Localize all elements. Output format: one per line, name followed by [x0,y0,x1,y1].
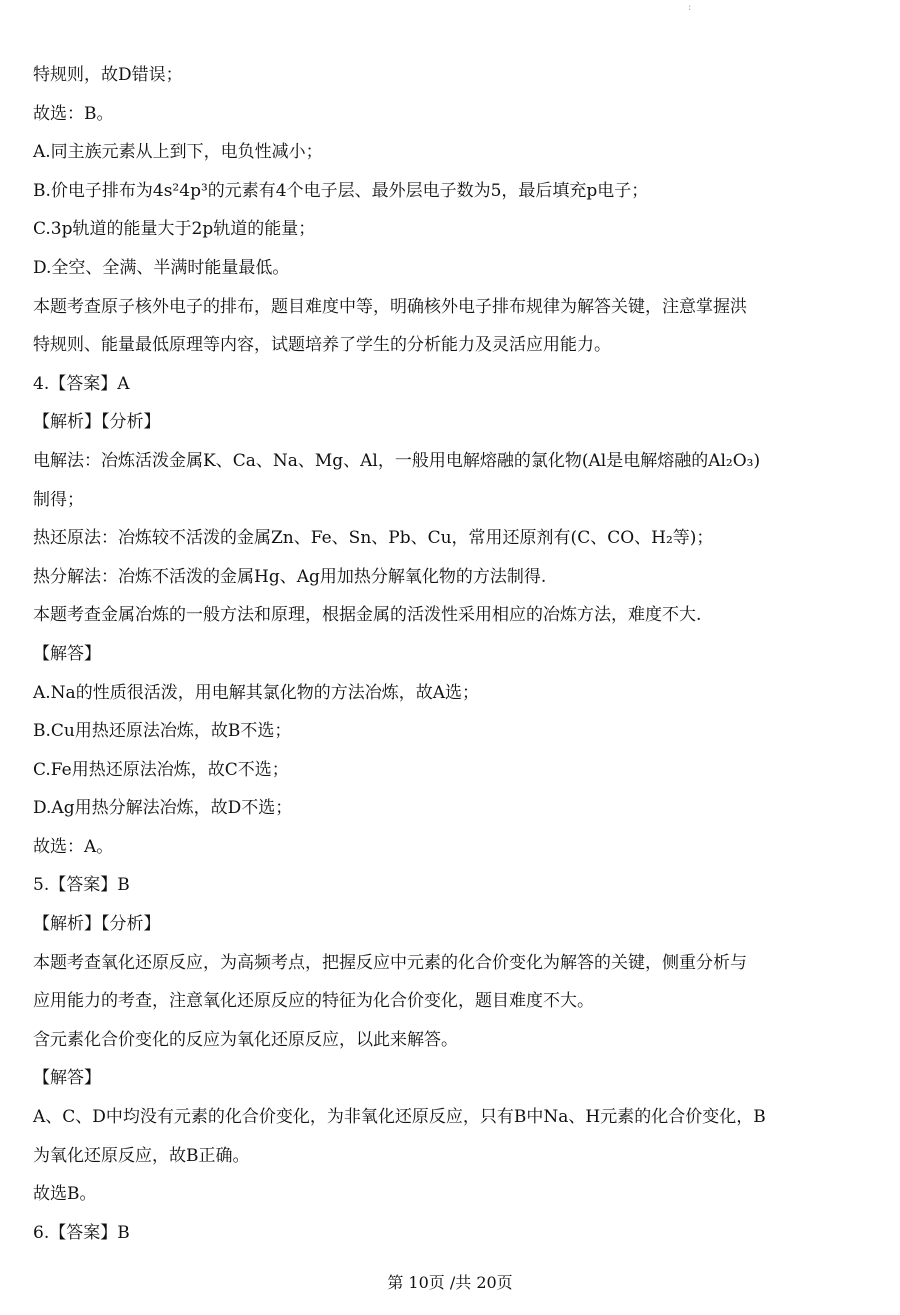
text-line: 电解法：冶炼活泼金属K、Ca、Na、Mg、Al，一般用电解熔融的氯化物(Al是电解熔融的Al₂O₃) [33,450,761,471]
text-line: 5.【答案】B [33,875,130,896]
answer-content [33,56,873,1252]
text-line: 故选：B。 [33,103,114,124]
text-line: 故选：A。 [33,836,114,857]
text-line: A、C、D中均没有元素的化合价变化，为非氧化还原反应，只有B中Na、H元素的化合价变化，B [33,1107,766,1128]
text-line: D.Ag用热分解法冶炼，故D不选； [33,798,293,819]
text-line: 特规则，故D错误； [33,65,183,85]
text-line: 【解析】【分析】 [33,412,161,433]
text-line: 本题考查氧化还原反应，为高频考点，把握反应中元素的化合价变化为解答的关键，侧重分析与 [33,952,747,973]
text-line: B.价电子排布为4s²4p³的元素有4个电子层、最外层电子数为5，最后填充p电子； [33,180,649,201]
text-line: A.同主族元素从上到下，电负性减小； [33,142,323,163]
text-line: 特规则、能量最低原理等内容，试题培养了学生的分析能力及灵活应用能力。 [33,335,611,356]
text-line: 4.【答案】A [33,373,130,394]
page-footer: 第 10页 /共 20页 [387,1273,513,1292]
text-line: 含元素化合价变化的反应为氧化还原反应，以此来解答。 [33,1029,458,1050]
text-line: 6.【答案】B [33,1222,130,1243]
text-line: C.3p轨道的能量大于2p轨道的能量； [33,219,316,240]
text-line: 故选B。 [33,1184,97,1205]
text-line: B.Cu用热还原法冶炼，故B不选； [33,721,292,742]
text-line: A.Na的性质很活泼，用电解其氯化物的方法冶炼，故A选； [33,682,479,703]
text-line: C.Fe用热还原法冶炼，故C不选； [33,759,289,780]
text-line: 【解答】 [33,1068,101,1089]
text-line: 【解析】【分析】 [33,914,161,935]
text-line: 应用能力的考查，注意氧化还原反应的特征为化合价变化，题目难度不大。 [33,991,594,1012]
corner-mark: : [688,2,692,13]
text-line: 本题考查原子核外电子的排布，题目难度中等，明确核外电子排布规律为解答关键，注意掌握洪 [33,296,747,317]
text-line: 热还原法：冶炼较不活泼的金属Zn、Fe、Sn、Pb、Cu，常用还原剂有(C、CO、H₂等)； [33,528,714,549]
text-line: 【解答】 [33,643,101,664]
text-line: 本题考查金属冶炼的一般方法和原理，根据金属的活泼性采用相应的冶炼方法，难度不大. [33,605,702,626]
text-line: 制得； [33,489,84,510]
text-line: D.全空、全满、半满时能量最低。 [33,257,290,278]
text-line: 热分解法：冶炼不活泼的金属Hg、Ag用加热分解氧化物的方法制得. [33,566,547,587]
text-line: 为氧化还原反应，故B正确。 [33,1145,250,1166]
